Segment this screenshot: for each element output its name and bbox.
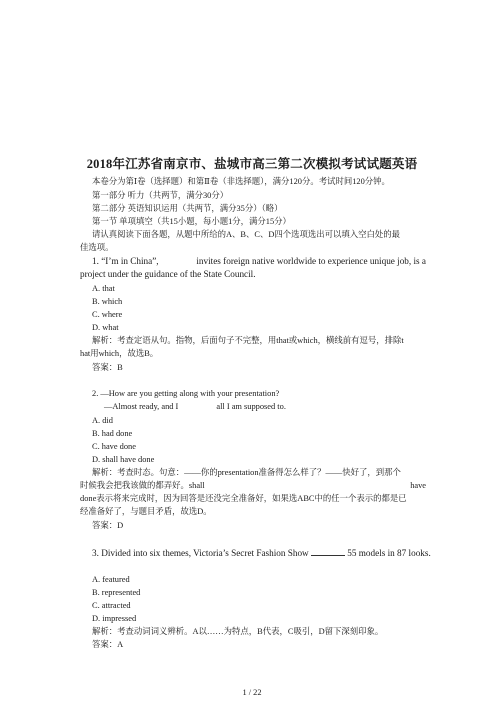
question-1-stem-end: invites foreign native worldwide to experience unique job, is a (196, 256, 426, 266)
question-3-option-b: B. represented (92, 588, 141, 597)
document-title: 2018年江苏省南京市、盐城市高三第二次模拟考试试题英语 (86, 157, 418, 171)
page-number: 1 / 22 (242, 688, 262, 697)
question-3-stem-start: 3. Divided into six themes, Victoria’s Secret Fashion Show (92, 548, 309, 558)
question-2-stem-line-2 (104, 401, 286, 412)
question-2-stem-line-1: 2. —How are you getting along with your presentation? (92, 389, 280, 398)
question-1-answer: 答案：B (92, 363, 123, 372)
question-2-analysis-word: have (410, 481, 426, 490)
question-3-blank (311, 547, 345, 556)
question-2-option-a: A. did (92, 416, 113, 425)
question-2-answer: 答案：D (92, 521, 124, 530)
question-2-analysis-line-1: 解析：考查时态。句意：——你的presentation准备得怎么样了？——快好了，到那个 (92, 468, 401, 477)
question-1-analysis-line-1: 解析：考查定语从句。指物，后面句子不完整，用that或which，横线前有逗号，排除t (92, 336, 404, 345)
part-one-heading: 第一部分 听力（共两节，满分30分） (92, 191, 229, 200)
question-2-option-b: B. had done (92, 429, 133, 438)
question-2-analysis-line-2 (80, 480, 426, 491)
question-2-stem-start: —Almost ready, and I (104, 402, 179, 411)
question-1-option-c: C. where (92, 310, 123, 319)
question-1-option-d: D. what (92, 323, 119, 332)
question-3-stem-end: 55 models in 87 looks. (347, 548, 431, 558)
instructions-line-1: 请认真阅读下面各题，从题中所给的A、B、C、D四个选项选出可以填入空白处的最 (92, 230, 401, 239)
question-1-option-b: B. which (92, 297, 123, 306)
instructions-line-2: 佳选项。 (80, 243, 114, 252)
question-2-option-c: C. have done (92, 442, 136, 451)
question-1-option-a: A. that (92, 284, 115, 293)
question-2-stem-end: all I am supposed to. (216, 402, 286, 411)
question-1-analysis-line-2: hat用which，故选B。 (80, 349, 159, 358)
question-3-stem (92, 547, 431, 559)
question-3-analysis: 解析：考查动词词义辨析。A以……为特点，B代表，C吸引，D留下深刻印象。 (92, 627, 384, 636)
question-1-stem-line-1 (92, 256, 426, 267)
question-1-blank (161, 256, 193, 264)
question-2-blank (178, 401, 216, 409)
section-one-heading: 第一节 单项填空（共15小题，每小题1分，满分15分） (92, 217, 291, 226)
question-2-analysis-line-3: done表示将来完成时，因为回答是还没完全准备好，如果选ABC中的任一个表示的都是已 (80, 494, 407, 503)
question-2-option-d: D. shall have done (92, 455, 155, 464)
question-3-option-d: D. impressed (92, 614, 137, 623)
question-2-analysis-text: 时候我会把我该做的都弄好。shall (80, 481, 205, 490)
question-3-answer: 答案：A (92, 640, 124, 649)
question-1-stem-start: 1. “I’m in China”, (92, 256, 159, 266)
part-two-heading: 第二部分 英语知识运用（共两节，满分35分）（略） (92, 204, 283, 213)
question-1-stem-line-2: project under the guidance of the State Council. (80, 269, 256, 279)
question-2-analysis-line-4: 经准备好了，与题目矛盾，故选D。 (80, 507, 212, 516)
question-3-option-c: C. attracted (92, 601, 131, 610)
question-3-option-a: A. featured (92, 575, 130, 584)
intro-line: 本卷分为第Ⅰ卷（选择题）和第Ⅱ卷（非选择题），满分120分。考试时间120分钟。 (92, 177, 390, 186)
